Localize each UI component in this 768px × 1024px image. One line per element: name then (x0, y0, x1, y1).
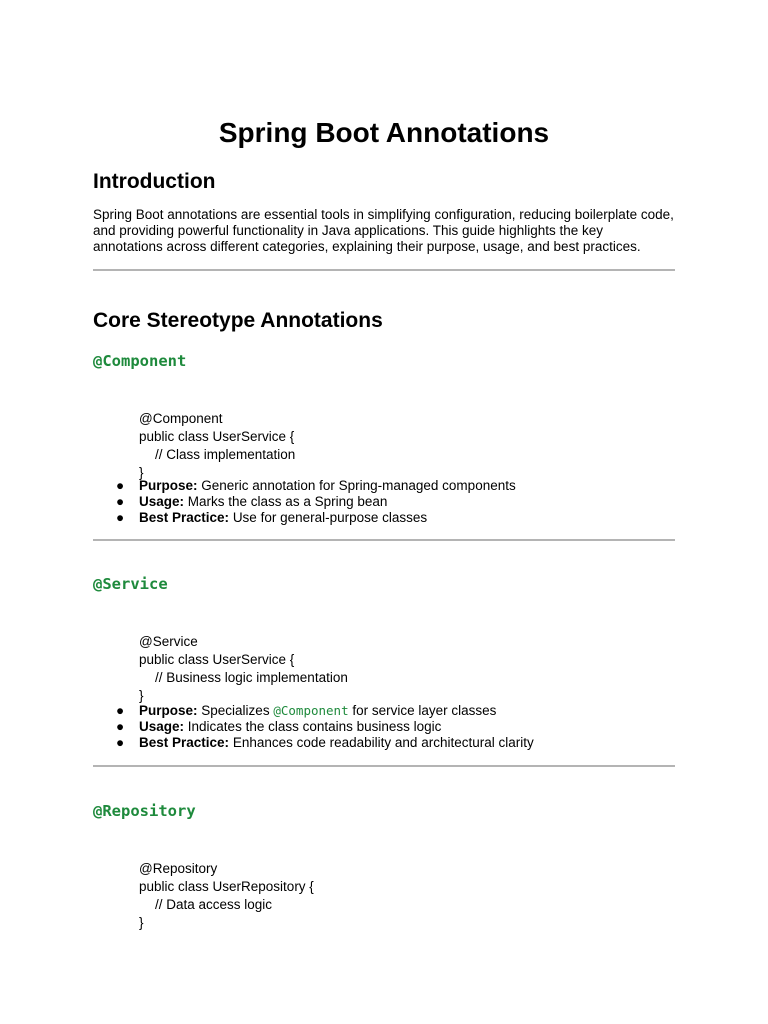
bullet-text: Enhances code readability and architectural clarity (232, 735, 534, 750)
code-line: // Data access logic (155, 896, 273, 912)
code-line: public class UserRepository { (139, 879, 314, 895)
bullet-text: Use for general-purpose classes (232, 510, 428, 525)
document-title: Spring Boot Annotations (218, 117, 550, 148)
bullet-label: Best Practice: (139, 510, 230, 525)
bullet-label: Purpose: (139, 478, 198, 493)
bullet-icon: ● (116, 719, 125, 734)
list-item (93, 719, 534, 735)
code-line: @Service (139, 634, 198, 650)
component-bullet-list (93, 478, 516, 526)
bullet-text: Generic annotation for Spring-managed components (201, 478, 516, 493)
repository-heading: @Repository (93, 802, 196, 820)
bullet-label: Usage: (139, 719, 185, 734)
code-line: @Component (139, 411, 223, 427)
service-heading: @Service (93, 575, 168, 593)
code-line: } (139, 687, 144, 703)
list-item (93, 735, 534, 751)
bullet-icon: ● (116, 510, 125, 525)
code-line: @Repository (139, 861, 218, 877)
bullet-icon: ● (116, 478, 125, 493)
service-bullet-list (93, 703, 534, 751)
introduction-paragraph: Spring Boot annotations are essential tools in simplifying configuration, reducing boilerplate code, and providing powerful functionality in Java applications. This guide highlights the key annotations across different categories, explaining their purpose, usage, and best practices. (93, 207, 674, 254)
code-line: } (139, 914, 144, 930)
repository-code-block (139, 825, 314, 967)
bullet-label: Purpose: (139, 703, 198, 718)
bullet-icon: ● (116, 703, 125, 718)
code-line: public class UserService { (139, 652, 295, 668)
code-line: // Class implementation (155, 446, 296, 462)
code-line: } (139, 464, 144, 480)
introduction-heading: Introduction (93, 170, 216, 193)
core-stereotype-heading: Core Stereotype Annotations (93, 309, 383, 332)
section-divider (93, 765, 675, 767)
bullet-text: Marks the class as a Spring bean (187, 494, 388, 509)
bullet-icon: ● (116, 494, 125, 509)
inline-code: @Component (273, 703, 349, 718)
bullet-text: Indicates the class contains business logic (187, 719, 442, 734)
bullet-text: Specializes (201, 703, 270, 718)
bullet-label: Best Practice: (139, 735, 230, 750)
list-item (93, 510, 516, 526)
section-divider (93, 539, 675, 541)
bullet-text: for service layer classes (352, 703, 497, 718)
component-heading: @Component (93, 352, 187, 370)
bullet-icon: ● (116, 735, 125, 750)
code-line: // Business logic implementation (155, 669, 348, 685)
section-divider (93, 269, 675, 271)
list-item (93, 478, 516, 494)
list-item (93, 494, 516, 510)
code-line: public class UserService { (139, 429, 295, 445)
list-item (93, 703, 534, 719)
bullet-label: Usage: (139, 494, 185, 509)
